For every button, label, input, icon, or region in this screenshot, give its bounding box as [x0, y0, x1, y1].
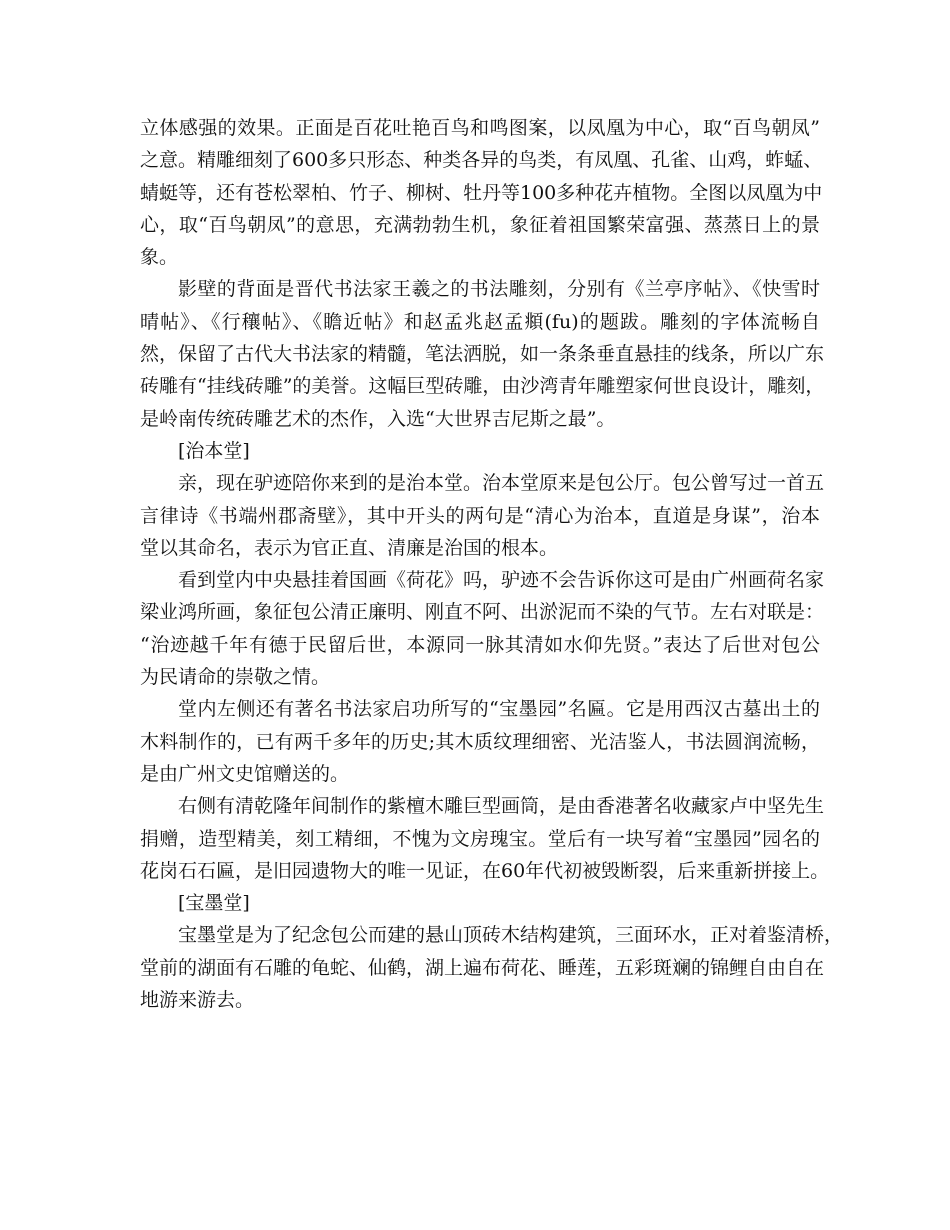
text-line: 砖雕有“挂线砖雕”的美誉。这幅巨型砖雕，由沙湾青年雕塑家何世良设计，雕刻， [140, 375, 825, 398]
text-line: 堂内左侧还有著名书法家启功所写的“宝墨园”名匾。它是用西汉古墓出土的 [178, 698, 820, 721]
text-line: 晴帖》、《行穰帖》、《瞻近帖》和赵孟兆赵孟頫(fu)的题跋。雕刻的字体流畅自 [140, 310, 820, 333]
text-line: 蜻蜓等，还有苍松翠柏、竹子、柳树、牡丹等100多种花卉植物。全图以凤凰为中 [140, 181, 823, 204]
text-line: 堂前的湖面有石雕的龟蛇、仙鹤，湖上遍布荷花、睡莲，五彩斑斓的锦鲤自由自在 [140, 956, 825, 979]
text-line: 言律诗《书端州郡斋壁》，其中开头的两句是“清心为治本，直道是身谋”，治本 [140, 504, 820, 527]
text-line: 木料制作的，已有两千多年的历史;其木质纹理细密、光洁鉴人，书法圆润流畅， [140, 730, 820, 753]
paragraph-3 [140, 467, 825, 564]
text-line: 地游来游去。 [140, 989, 255, 1012]
text-line: 堂以其命名，表示为官正直、清廉是治国的根本。 [140, 536, 559, 559]
text-line: 梁业鸿所画，象征包公清正廉明、刚直不阿、出淤泥而不染的气节。左右对联是： [140, 601, 825, 624]
text-line: 影壁的背面是晋代书法家王羲之的书法雕刻，分别有《兰亭序帖》、《快雪时 [178, 278, 820, 301]
text-line: 宝墨堂是为了纪念包公而建的悬山顶砖木结构建筑，三面环水，正对着鉴清桥， [178, 924, 844, 947]
paragraph-6 [140, 790, 830, 887]
text-line: 花岗石石匾，是旧园遗物大的唯一见证，在60年代初被毁断裂，后来重新拼接上。 [140, 859, 830, 882]
text-line: 捐赠，造型精美，刻工精细，不愧为文房瑰宝。堂后有一块写着“宝墨园”园名的 [140, 827, 820, 850]
paragraph-2 [140, 273, 825, 434]
paragraph-5 [140, 693, 820, 790]
text-line: 立体感强的效果。正面是百花吐艳百鸟和鸣图案，以凤凰为中心，取“百鸟朝凤” [140, 117, 820, 139]
section-heading: [治本堂] [178, 439, 250, 462]
paragraph-4 [140, 564, 825, 693]
text-line: 象。 [140, 246, 179, 269]
text-line: “治迹越千年有德于民留后世，本源同一脉其清如水仰先贤。”表达了后世对包公 [140, 633, 820, 656]
text-line: 心，取“百鸟朝凤”的意思，充满勃勃生机，象征着祖国繁荣富强、蒸蒸日上的景 [140, 213, 820, 236]
paragraph-1 [140, 112, 823, 273]
text-line: 是岭南传统砖雕艺术的杰作，入选“大世界吉尼斯之最”。 [140, 407, 616, 430]
text-line: 之意。精雕细刻了600多只形态、种类各异的鸟类，有凤凰、孔雀、山鸡，蚱蜢、 [140, 149, 823, 172]
text-line: 亲，现在驴迹陪你来到的是治本堂。治本堂原来是包公厅。包公曾写过一首五 [178, 472, 825, 495]
text-line: 看到堂内中央悬挂着国画《荷花》吗，驴迹不会告诉你这可是由广州画荷名家 [178, 569, 825, 592]
text-line: 右侧有清乾隆年间制作的紫檀木雕巨型画筒，是由香港著名收藏家卢中坚先生 [178, 795, 825, 818]
text-line: 然，保留了古代大书法家的精髓，笔法洒脱，如一条条垂直悬挂的线条，所以广东 [140, 343, 825, 366]
text-line: 为民请命的崇敬之情。 [140, 666, 331, 689]
text-line: 是由广州文史馆赠送的。 [140, 762, 350, 785]
paragraph-7 [140, 919, 844, 1016]
section-heading: [宝墨堂] [178, 892, 250, 915]
document-body [140, 112, 844, 1016]
